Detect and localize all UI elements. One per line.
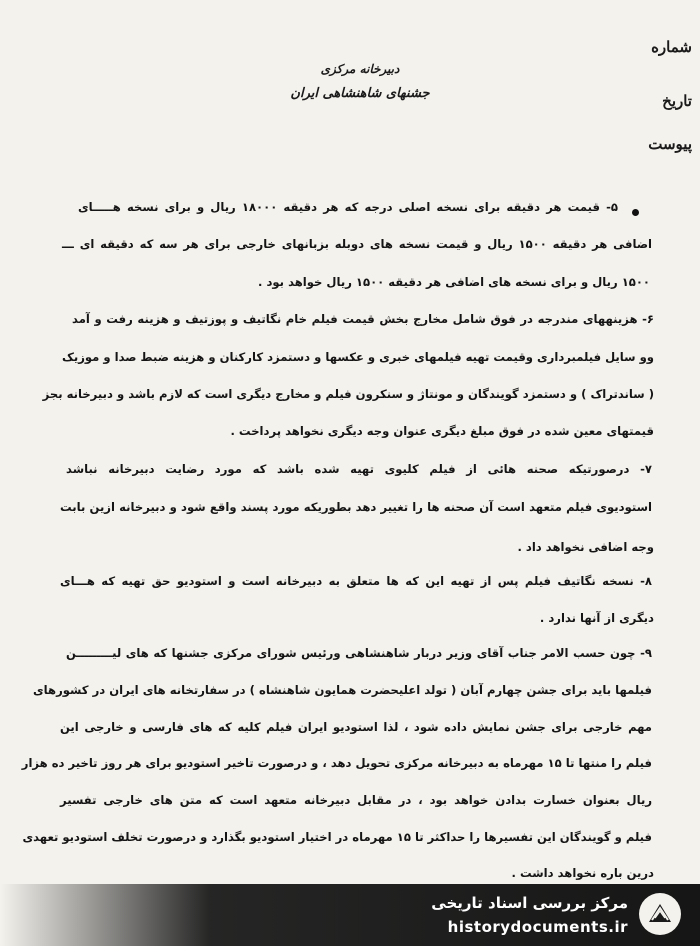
date-label: تاریخ <box>662 92 692 110</box>
text-line: وجه اضافی نخواهد داد . <box>517 540 654 554</box>
bullet-dot <box>632 209 639 216</box>
text-line: ریال بعنوان خسارت بدادن خواهد بود ، در مقابل دبیرخانه متعهد است که متن های خارجی تفسیر <box>60 793 652 807</box>
text-line: ۸- نسخه نگاتیف فیلم پس از تهیه این که ها متعلق به دبیرخانه است و استودیو حق تهیه که هـــای <box>60 574 652 588</box>
text-line: فیلمها باید برای جشن چهارم آبان ( تولد اعلیحضرت همایون شاهنشاه ) در سفارتخانه های ایران در کشورهای <box>33 683 652 697</box>
text-line: ( ساندتراک ) و دستمزد گویندگان و مونتاژ و سنکرون فیلم و مخارج دیگری است که لازم باشد و دبیرخانه بجز <box>42 387 654 401</box>
text-line: ۱۵۰۰ ریال و برای نسخه های اضافی هر دقیقه ۱۵۰۰ ریال خواهد بود . <box>258 275 650 289</box>
document-stack-logo-icon <box>638 892 682 936</box>
watermark-title: مرکز بررسی اسناد تاریخی <box>431 894 628 912</box>
text-line: ۶- هزینههای مندرجه در فوق شامل مخارج بخش قیمت فیلم خام نگاتیف و پوزتیف و هزینه رفت و آمد <box>72 312 654 326</box>
text-line: دیگری از آنها ندارد . <box>539 611 654 625</box>
text-line: فیلم را منتها تا ۱۵ مهرماه به دبیرخانه مرکزی تحویل دهد ، و درصورت تاخیر استودیو برای هر روز تاخیر ده هزار <box>21 756 652 770</box>
text-line: ۹- چون حسب الامر جناب آقای وزیر دربار شاهنشاهی ورئیس شورای مرکزی جشنها که های لیـــــــــن <box>66 646 652 660</box>
enclosure-label: پیوست <box>648 135 692 153</box>
text-line: قیمتهای معین شده در فوق مبلغ دیگری عنوان وجه دیگری نخواهد پرداخت . <box>230 424 654 438</box>
text-line: استودیوی فیلم متعهد است آن صحنه ها را تغییر دهد بطوریکه مورد پسند واقع شود و دبیرخانه ازین بابت <box>60 500 652 514</box>
letterhead-line1: دبیرخانه مرکزی <box>320 62 400 76</box>
watermark-banner <box>0 884 700 946</box>
text-line: ۷- درصورتیکه صحنه هائی از فیلم کلیوی تهیه شده باشد که مورد رضایت دبیرخانه نباشد <box>66 462 652 476</box>
letterhead <box>270 62 450 101</box>
text-line: مهم خارجی برای جشن نمایش داده شود ، لذا استودیو ایران فیلم کلیه که های فارسی و خارجی این <box>60 720 652 734</box>
watermark-url: historydocuments.ir <box>447 918 628 936</box>
text-line: ۵- قیمت هر دقیقه برای نسخه اصلی درجه که هر دقیقه ۱۸۰۰۰ ریال و برای نسخه هـــــای <box>78 200 618 214</box>
text-line: اضافی هر دقیقه ۱۵۰۰ ریال و قیمت نسخه های دوبله بزبانهای خارجی برای هر سه که دقیقه ای ـــ <box>62 237 652 251</box>
text-line: وو سایل فیلمبرداری وقیمت تهیه فیلمهای خبری و عکسها و دستمزد کارکنان و هزینه ضبط صدا و موزیک <box>62 350 654 364</box>
text-line: فیلم و گویندگان این تفسیرها را حداکثر تا ۱۵ مهرماه در اختیار استودیو بگذارد و درصورت تخلف استودیو تعهدی <box>22 830 652 844</box>
number-label: شماره <box>651 38 692 56</box>
letterhead-line2: جشنهای شاهنشاهی ایران <box>290 86 430 101</box>
text-line: درین باره نخواهد داشت . <box>511 866 654 880</box>
